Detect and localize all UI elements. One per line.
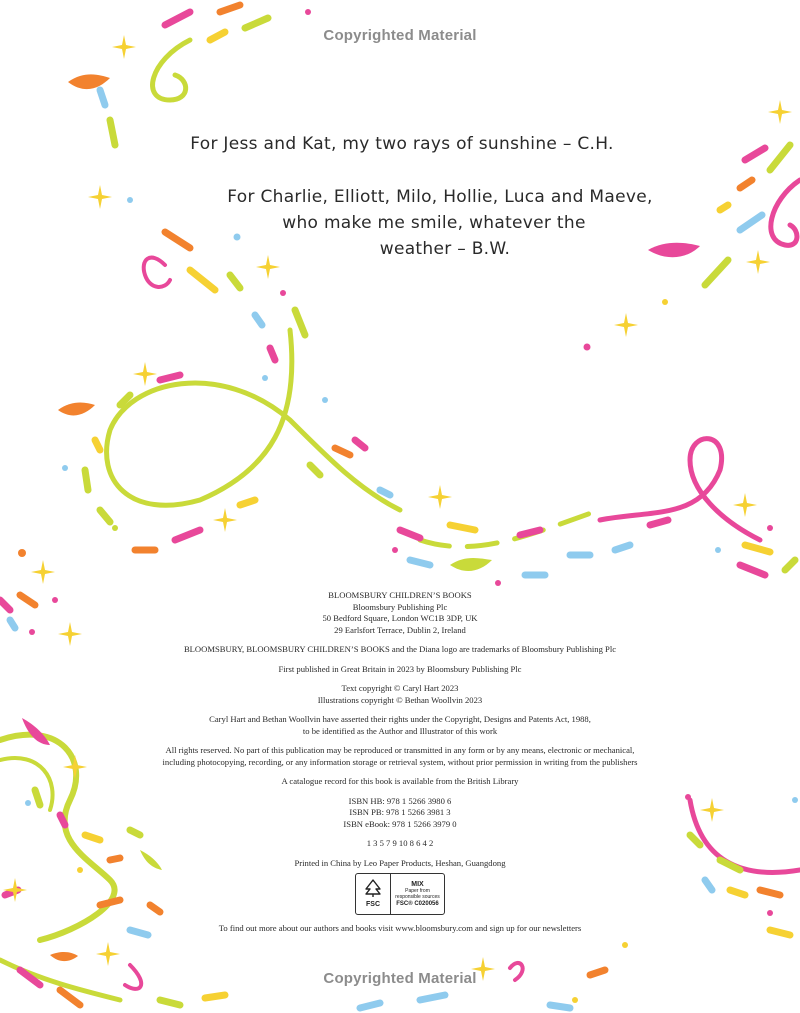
publisher-line: BLOOMSBURY CHILDREN’S BOOKS	[328, 590, 472, 600]
rights-asserted-line: to be identified as the Author and Illustrator of this work	[302, 725, 498, 736]
dedication-illustrator	[40, 184, 800, 262]
fsc-paper-from: Paper from	[405, 887, 430, 894]
fsc-tree-mark	[356, 874, 391, 914]
dedication-author: For Jess and Kat, my two rays of sunshine – C.H.	[190, 134, 614, 154]
copyright-line: Text copyright © Caryl Hart 2023	[341, 683, 459, 693]
copyright-line: Illustrations copyright © Bethan Woollvin 2023	[317, 694, 483, 705]
fsc-code: FSC® C020056	[396, 900, 439, 907]
publisher-line: 29 Earlsfort Terrace, Dublin 2, Ireland	[334, 624, 466, 635]
printed-in-notice	[0, 858, 800, 870]
all-rights-reserved-notice	[0, 745, 800, 768]
fsc-logo-container	[0, 873, 800, 915]
print-line	[0, 838, 800, 850]
find-out-more-notice	[0, 923, 800, 935]
first-published-line: First published in Great Britain in 2023 by Bloomsbury Publishing Plc	[278, 663, 522, 674]
imprint-page	[0, 590, 800, 935]
publisher-line: Bloomsbury Publishing Plc	[352, 601, 448, 612]
dedication-line: who make me smile, whatever the	[282, 213, 586, 233]
rights-asserted-notice	[0, 714, 800, 737]
printed-in-line: Printed in China by Leo Paper Products, Heshan, Guangdong	[294, 857, 506, 868]
rights-asserted-line: Caryl Hart and Bethan Woollvin have asserted their rights under the Copyright, Designs and Patents Act, 1988,	[209, 714, 591, 724]
fsc-tree-icon	[363, 878, 383, 898]
fsc-label	[391, 874, 444, 914]
publisher-line: 50 Bedford Square, London WC1B 3DP, UK	[322, 613, 478, 623]
isbn-list	[0, 796, 800, 831]
dedication-line: For Charlie, Elliott, Milo, Hollie, Luca and Maeve,	[227, 187, 653, 207]
copyright-watermark-top: Copyrighted Material	[323, 27, 477, 44]
isbn-line: ISBN HB: 978 1 5266 3980 6	[348, 795, 452, 806]
print-number-line: 1 3 5 7 9 10 8 6 4 2	[366, 838, 434, 848]
all-rights-line: including photocopying, recording, or any information storage or retrieval system, without prior permission in writing from the publishers	[162, 756, 638, 767]
fsc-responsible: responsible sources	[395, 893, 440, 900]
all-rights-line: All rights reserved. No part of this publication may be reproduced or transmitted in any form or by any means, electronic or mechanical,	[165, 745, 635, 755]
trademark-line: BLOOMSBURY, BLOOMSBURY CHILDREN’S BOOKS and the Diana logo are trademarks of Bloomsbury Publishing Plc	[183, 644, 617, 654]
copyright-watermark-bottom: Copyrighted Material	[323, 970, 477, 987]
catalogue-notice	[0, 776, 800, 788]
isbn-line: ISBN PB: 978 1 5266 3981 3	[349, 807, 451, 817]
dedication-line: weather – B.W.	[379, 239, 511, 259]
fsc-logo-text: FSC	[366, 900, 380, 908]
copyright-notice	[0, 683, 800, 706]
trademark-notice	[0, 644, 800, 656]
isbn-line: ISBN eBook: 978 1 5266 3979 0	[343, 818, 457, 829]
find-out-more-line: To find out more about our authors and books visit www.bloomsbury.com and sign up for our newsletters	[218, 923, 582, 933]
publisher-address	[0, 590, 800, 636]
first-published-notice	[0, 664, 800, 676]
fsc-mix: MIX	[411, 880, 424, 888]
catalogue-line: A catalogue record for this book is available from the British Library	[281, 776, 519, 786]
fsc-logo	[355, 873, 445, 915]
